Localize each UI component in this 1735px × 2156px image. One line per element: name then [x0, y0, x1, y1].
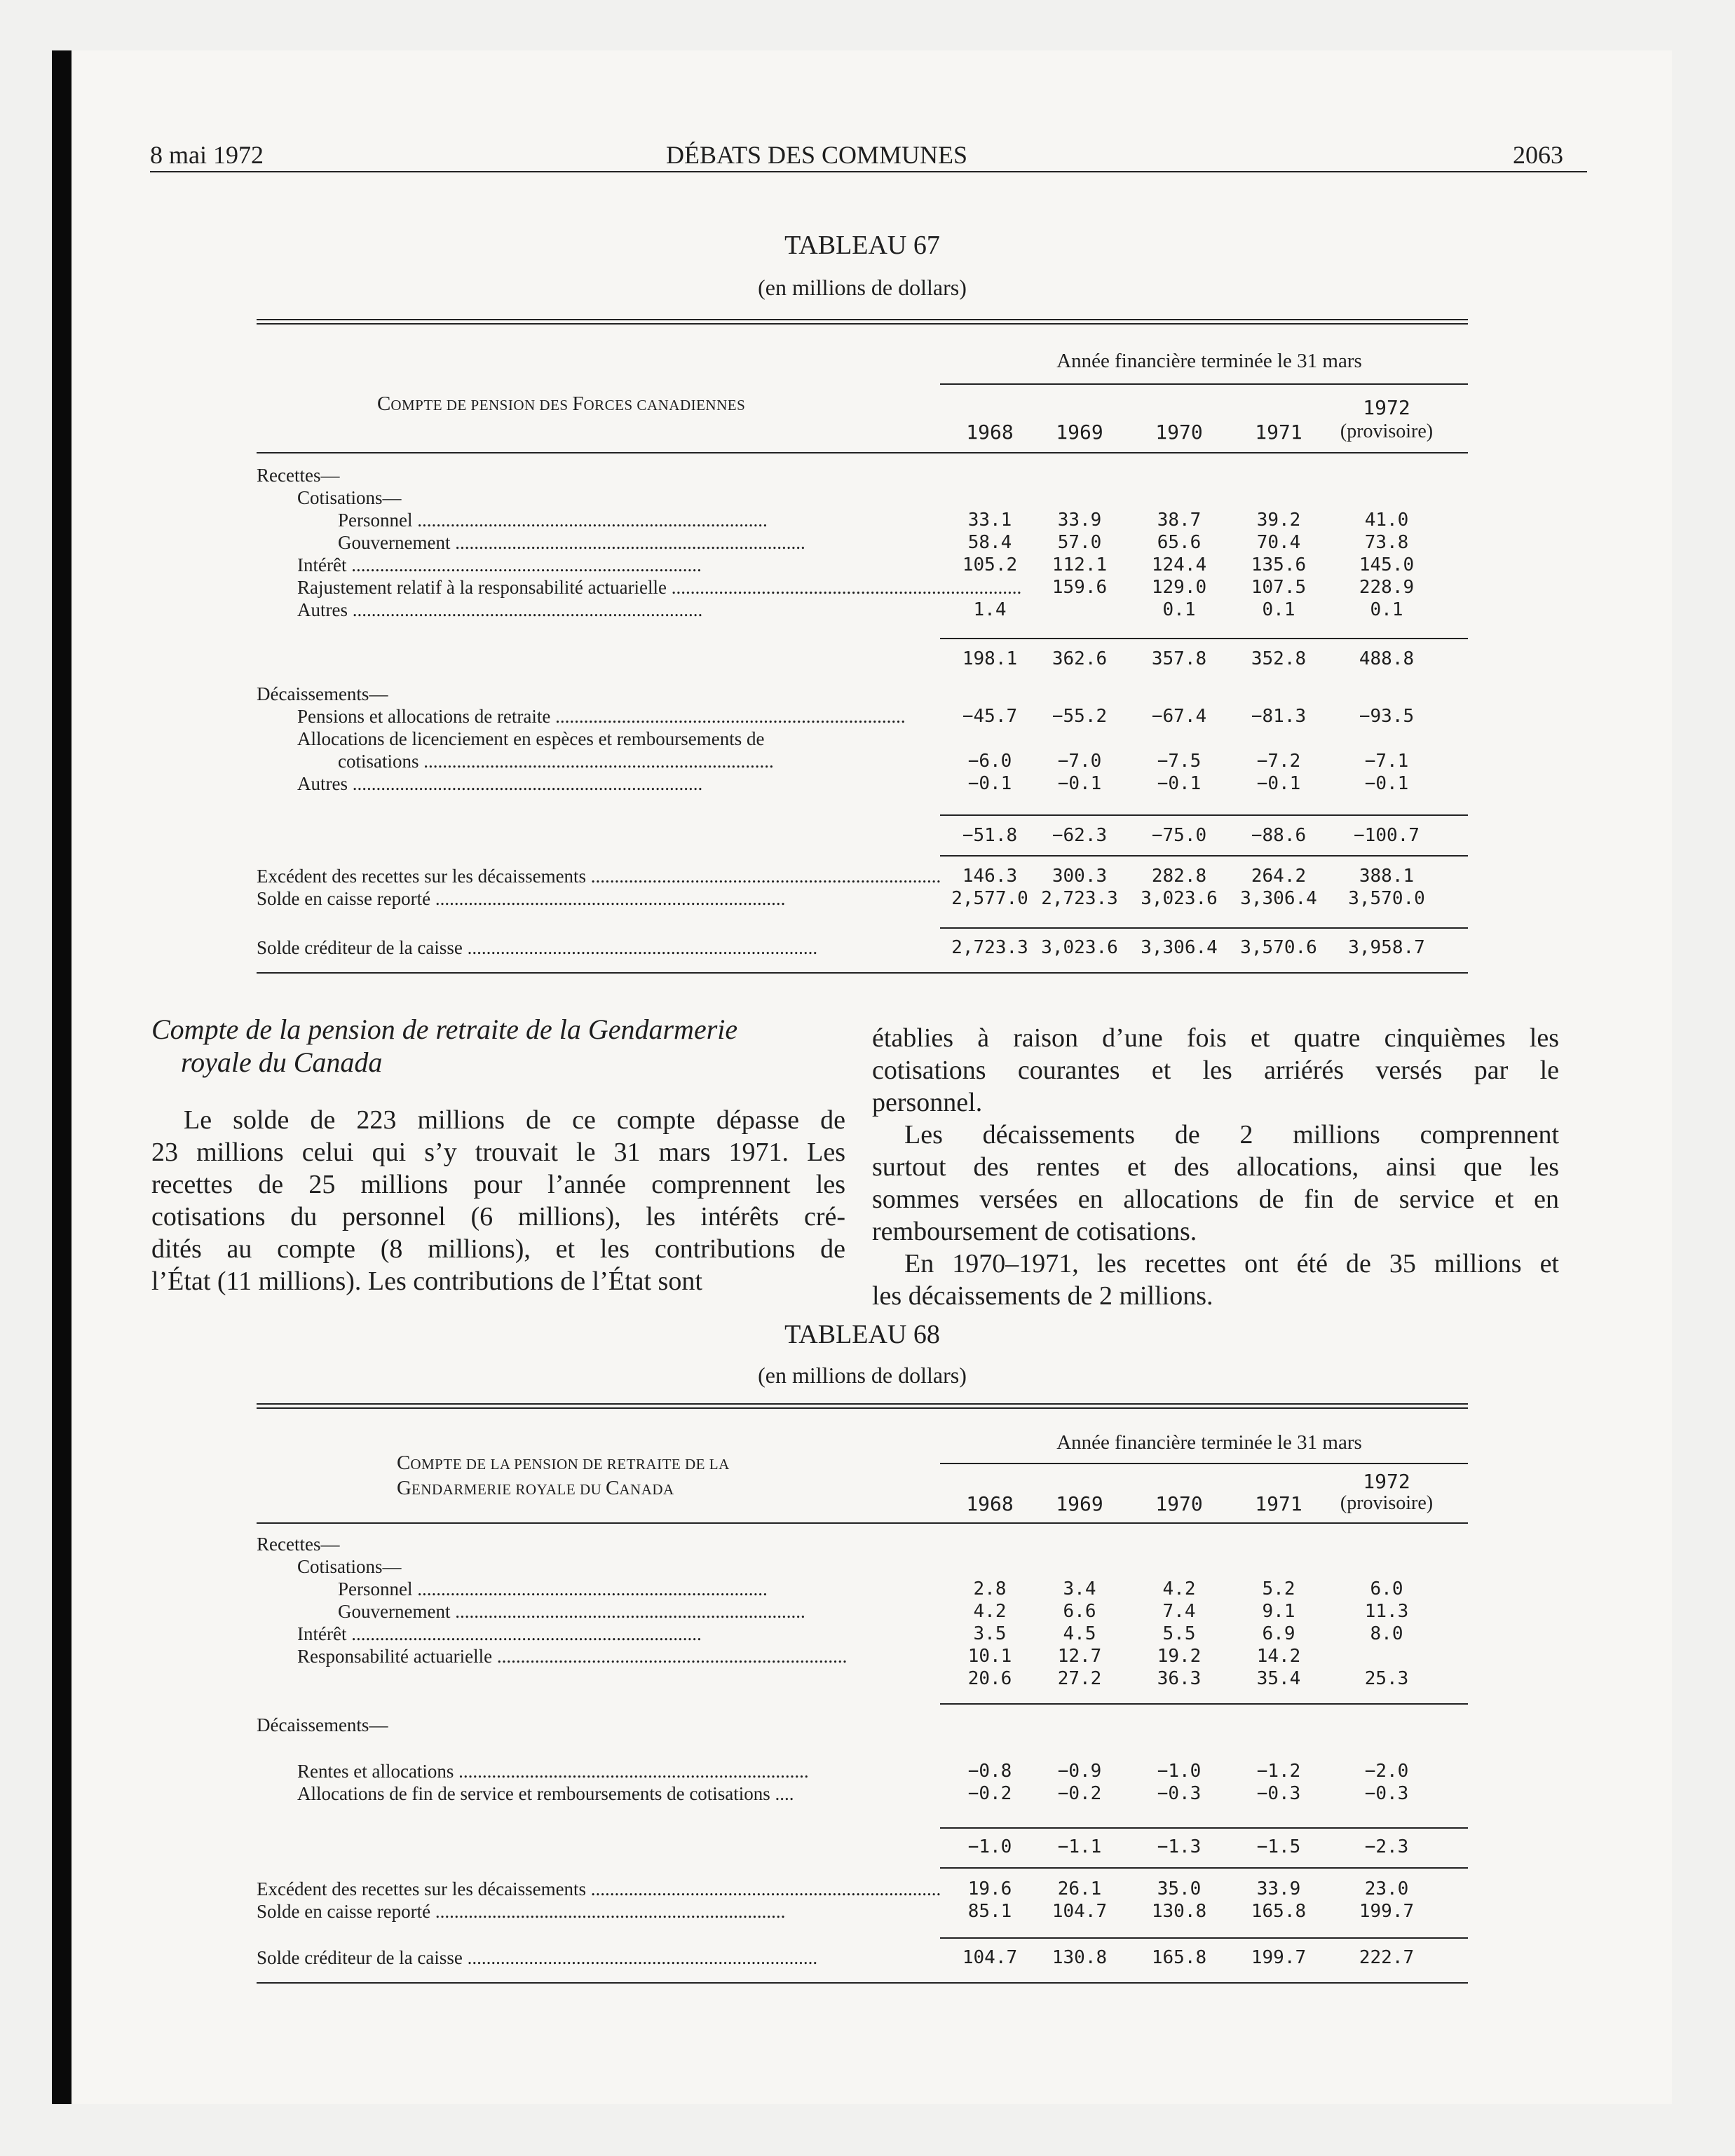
paragraph-line: les décaissements de 2 millions.: [872, 1281, 1213, 1311]
cell-1969: −0.1: [1057, 773, 1102, 794]
row-label: Allocations de fin de service et remboursements de cotisations ....: [297, 1783, 794, 1804]
table67-column-group-heading: Année financière terminée le 31 mars: [1056, 350, 1362, 372]
cell-1969: 3.4: [1063, 1578, 1096, 1599]
row-label: Personnel ..........................................................................: [338, 510, 768, 531]
row-label: Pensions et allocations de retraite ..........................................................................: [297, 706, 906, 727]
cell-1972: 6.0: [1370, 1578, 1403, 1599]
cell-1971: −81.3: [1251, 706, 1307, 727]
row-label: Rajustement relatif à la responsabilité actuarielle ..........................................................................: [297, 577, 1022, 598]
cell-1969: 6.6: [1063, 1601, 1096, 1622]
cell-1968: −0.8: [967, 1761, 1012, 1782]
cell-1971: −7.2: [1256, 751, 1301, 772]
cell-1971: −88.6: [1251, 825, 1307, 846]
cell-1972: −2.0: [1364, 1761, 1409, 1782]
table68-receipts-total-rule: [940, 1703, 1468, 1705]
cell-1971: 3,570.6: [1240, 937, 1317, 958]
row-label: Personnel ..........................................................................: [338, 1578, 768, 1599]
cell-1969: 57.0: [1057, 532, 1102, 553]
cell-1970: 65.6: [1157, 532, 1202, 553]
cell-1970: 4.2: [1162, 1578, 1196, 1599]
cell-1969: 112.1: [1052, 554, 1108, 575]
cell-1968: 4.2: [973, 1601, 1007, 1622]
cell-1972: 3,958.7: [1348, 937, 1425, 958]
paragraph-line: établies à raison d’une fois et quatre cinquièmes les: [872, 1023, 1559, 1053]
table68-col-1972: 1972: [1363, 1470, 1410, 1493]
cell-1970: 36.3: [1157, 1668, 1202, 1689]
cell-1969: 104.7: [1052, 1901, 1108, 1922]
cell-1971: −1.2: [1256, 1761, 1301, 1782]
paragraph-line: surtout des rentes et des allocations, ainsi que les: [872, 1152, 1559, 1182]
cell-1970: −7.5: [1157, 751, 1202, 772]
cell-1972: −2.3: [1364, 1836, 1409, 1857]
cell-1970: 0.1: [1162, 599, 1196, 620]
cell-1968: 2,577.0: [951, 888, 1028, 909]
cell-1969: −0.9: [1057, 1761, 1102, 1782]
cell-1970: 3,306.4: [1141, 937, 1218, 958]
cell-1972: −100.7: [1354, 825, 1420, 846]
cell-1968: 146.3: [962, 866, 1018, 887]
cell-1972: 145.0: [1359, 554, 1415, 575]
cell-1972: 222.7: [1359, 1947, 1415, 1968]
cell-1971: 199.7: [1251, 1947, 1307, 1968]
cell-1971: 264.2: [1251, 866, 1307, 887]
table68-balance-rule: [940, 1937, 1468, 1939]
section-left-column: [151, 1104, 845, 1297]
row-label: Allocations de licenciement en espèces et remboursements de: [297, 728, 765, 749]
row-label: Solde créditeur de la caisse ..........................................................................: [257, 1947, 818, 1968]
paragraph-line: Le solde de 223 millions de ce compte dépasse de: [184, 1105, 845, 1135]
table68-title: TABLEAU 68: [784, 1320, 940, 1349]
cell-1971: 39.2: [1256, 510, 1301, 531]
table67-col-1968: 1968: [966, 421, 1014, 444]
paragraph-line: l’État (11 millions). Les contributions de l’État sont: [151, 1267, 702, 1296]
cell-1972: −0.3: [1364, 1783, 1409, 1804]
row-label: Excédent des recettes sur les décaissements ..........................................................................: [257, 866, 941, 887]
cell-1971: 70.4: [1256, 532, 1301, 553]
row-label: Décaissements—: [257, 1714, 388, 1735]
cell-1970: 19.2: [1157, 1646, 1202, 1667]
table68-col-1969: 1969: [1056, 1492, 1103, 1515]
cell-1971: 352.8: [1251, 648, 1307, 669]
cell-1969: 3,023.6: [1041, 937, 1118, 958]
cell-1969: 12.7: [1057, 1646, 1102, 1667]
table67-disbursements-total-rule: [940, 814, 1468, 816]
paragraph-line: En 1970–1971, les recettes ont été de 35 millions et: [904, 1249, 1559, 1278]
table67-col-provisional: (provisoire): [1340, 421, 1434, 442]
cell-1972: 11.3: [1364, 1601, 1409, 1622]
table67-column-group-rule: [940, 383, 1468, 385]
cell-1972: 8.0: [1370, 1623, 1403, 1644]
header-rule: [150, 171, 1587, 172]
cell-1968: −6.0: [967, 751, 1012, 772]
paragraph-line: Les décaissements de 2 millions comprennent: [904, 1120, 1559, 1149]
cell-1971: 9.1: [1262, 1601, 1295, 1622]
cell-1969: −0.2: [1057, 1783, 1102, 1804]
cell-1970: −1.0: [1157, 1761, 1202, 1782]
cell-1968: −0.2: [967, 1783, 1012, 1804]
cell-1972: −0.1: [1364, 773, 1409, 794]
cell-1970: 129.0: [1151, 577, 1207, 598]
cell-1968: 3.5: [973, 1623, 1007, 1644]
table67-account-heading: COMPTE DE PENSION DES FORCES CANADIENNES: [377, 393, 746, 415]
row-label: cotisations ..........................................................................: [338, 751, 774, 772]
paragraph-line: 23 millions celui qui s’y trouvait le 31 mars 1971. Les: [151, 1138, 845, 1167]
row-label: Recettes—: [257, 1534, 340, 1555]
table67-col-1972: 1972: [1363, 396, 1410, 419]
cell-1972: −7.1: [1364, 751, 1409, 772]
cell-1970: 130.8: [1151, 1901, 1207, 1922]
table67-col-1969: 1969: [1056, 421, 1103, 444]
row-label: Décaissements—: [257, 683, 388, 704]
table67-col-1971: 1971: [1255, 421, 1302, 444]
table68-bottom-rule: [257, 1982, 1468, 1984]
cell-1968: 2.8: [973, 1578, 1007, 1599]
cell-1972: 73.8: [1364, 532, 1409, 553]
table68-column-group-heading: Année financière terminée le 31 mars: [1056, 1431, 1362, 1454]
cell-1968: 1.4: [973, 599, 1007, 620]
row-label: Rentes et allocations ..........................................................................: [297, 1761, 809, 1782]
row-label: Gouvernement ..........................................................................: [338, 532, 805, 553]
cell-1970: −1.3: [1157, 1836, 1202, 1857]
cell-1969: 27.2: [1057, 1668, 1102, 1689]
cell-1971: 165.8: [1251, 1901, 1307, 1922]
table68-col-1971: 1971: [1255, 1492, 1302, 1515]
table67-col-1970: 1970: [1155, 421, 1203, 444]
row-label: Intérêt ..........................................................................: [297, 1623, 702, 1644]
table67-subtitle: (en millions de dollars): [758, 275, 967, 300]
cell-1969: −1.1: [1057, 1836, 1102, 1857]
cell-1969: 33.9: [1057, 510, 1102, 531]
cell-1968: 20.6: [967, 1668, 1012, 1689]
paragraph-line: personnel.: [872, 1088, 983, 1117]
table68-net-rule: [940, 1867, 1468, 1869]
paragraph-line: cotisations courantes et les arriérés versés par le: [872, 1056, 1559, 1085]
row-label: Cotisations—: [297, 1556, 402, 1577]
cell-1970: 165.8: [1151, 1947, 1207, 1968]
row-label: Recettes—: [257, 465, 340, 486]
table67-net-rule: [940, 855, 1468, 857]
cell-1971: −0.1: [1256, 773, 1301, 794]
cell-1968: 2,723.3: [951, 937, 1028, 958]
cell-1969: 300.3: [1052, 866, 1108, 887]
cell-1969: 4.5: [1063, 1623, 1096, 1644]
row-label: Solde en caisse reporté ..........................................................................: [257, 888, 786, 909]
cell-1972: 488.8: [1359, 648, 1415, 669]
cell-1968: 19.6: [967, 1878, 1012, 1899]
cell-1969: 130.8: [1052, 1947, 1108, 1968]
cell-1970: −0.3: [1157, 1783, 1202, 1804]
cell-1972: 199.7: [1359, 1901, 1415, 1922]
header-page-number: 2063: [1513, 141, 1563, 169]
cell-1971: 5.2: [1262, 1578, 1295, 1599]
cell-1972: 228.9: [1359, 577, 1415, 598]
cell-1972: 23.0: [1364, 1878, 1409, 1899]
cell-1969: 362.6: [1052, 648, 1108, 669]
section-right-column: [872, 1022, 1559, 1312]
cell-1968: 105.2: [962, 554, 1018, 575]
table68-disbursements-total-rule: [940, 1827, 1468, 1829]
cell-1970: 38.7: [1157, 510, 1202, 531]
cell-1971: 33.9: [1256, 1878, 1301, 1899]
cell-1971: 14.2: [1256, 1646, 1301, 1667]
row-label: Autres ..........................................................................: [297, 773, 703, 794]
cell-1968: −1.0: [967, 1836, 1012, 1857]
cell-1969: 2,723.3: [1041, 888, 1118, 909]
cell-1968: −51.8: [962, 825, 1018, 846]
cell-1969: −7.0: [1057, 751, 1102, 772]
cell-1968: 198.1: [962, 648, 1018, 669]
paragraph-line: cotisations du personnel (6 millions), les intérêts cré-: [151, 1202, 845, 1231]
cell-1971: 107.5: [1251, 577, 1307, 598]
table68-column-group-rule: [940, 1463, 1468, 1464]
cell-1968: 85.1: [967, 1901, 1012, 1922]
cell-1968: 33.1: [967, 510, 1012, 531]
cell-1968: 58.4: [967, 532, 1012, 553]
table67-title: TABLEAU 67: [784, 231, 940, 260]
cell-1970: 3,023.6: [1141, 888, 1218, 909]
paragraph-line: recettes de 25 millions pour l’année comprennent les: [151, 1170, 845, 1199]
cell-1971: 35.4: [1256, 1668, 1301, 1689]
table67: [257, 319, 1468, 985]
cell-1970: 35.0: [1157, 1878, 1202, 1899]
cell-1970: −0.1: [1157, 773, 1202, 794]
table67-top-rule: [257, 319, 1468, 325]
table68-col-provisional: (provisoire): [1340, 1492, 1434, 1514]
row-label: Solde créditeur de la caisse ..........................................................................: [257, 937, 818, 958]
row-label: Gouvernement ..........................................................................: [338, 1601, 805, 1622]
cell-1970: 5.5: [1162, 1623, 1196, 1644]
cell-1972: 0.1: [1370, 599, 1403, 620]
table67-balance-rule: [940, 927, 1468, 929]
cell-1969: 26.1: [1057, 1878, 1102, 1899]
cell-1971: 6.9: [1262, 1623, 1295, 1644]
table67-receipts-total-rule: [940, 638, 1468, 639]
cell-1969: −55.2: [1052, 706, 1108, 727]
cell-1968: 104.7: [962, 1947, 1018, 1968]
header-title: DÉBATS DES COMMUNES: [666, 141, 968, 169]
row-label: Solde en caisse reporté ..........................................................................: [257, 1901, 786, 1922]
table68: [257, 1403, 1468, 1992]
cell-1968: −45.7: [962, 706, 1018, 727]
table68-subtitle: (en millions de dollars): [758, 1363, 967, 1388]
row-label: Cotisations—: [297, 487, 402, 508]
cell-1970: 124.4: [1151, 554, 1207, 575]
cell-1969: −62.3: [1052, 825, 1108, 846]
paragraph-line: sommes versées en allocations de fin de service et en: [872, 1185, 1559, 1214]
cell-1970: −67.4: [1151, 706, 1207, 727]
cell-1970: 7.4: [1162, 1601, 1196, 1622]
cell-1969: 159.6: [1052, 577, 1108, 598]
table67-header-rule: [257, 452, 1468, 453]
cell-1972: 3,570.0: [1348, 888, 1425, 909]
row-label: Intérêt ..........................................................................: [297, 554, 702, 575]
paragraph-line: remboursement de cotisations.: [872, 1217, 1197, 1246]
table68-account-heading: COMPTE DE LA PENSION DE RETRAITE DE LA GENDARMERIE ROYALE DU CANADA: [397, 1452, 730, 1499]
paragraph-line: dités au compte (8 millions), et les contributions de: [151, 1234, 845, 1264]
table68-top-rule: [257, 1403, 1468, 1409]
section-title-line-1: Compte de la pension de retraite de la Gendarmerie: [151, 1014, 738, 1045]
row-label: Autres ..........................................................................: [297, 599, 703, 620]
cell-1971: 3,306.4: [1240, 888, 1317, 909]
cell-1972: 25.3: [1364, 1668, 1409, 1689]
cell-1971: −0.3: [1256, 1783, 1301, 1804]
cell-1971: 0.1: [1262, 599, 1295, 620]
table68-col-1970: 1970: [1155, 1492, 1203, 1515]
cell-1971: −1.5: [1256, 1836, 1301, 1857]
cell-1971: 135.6: [1251, 554, 1307, 575]
cell-1972: 41.0: [1364, 510, 1409, 531]
table68-col-1968: 1968: [966, 1492, 1014, 1515]
cell-1970: 357.8: [1151, 648, 1207, 669]
cell-1970: 282.8: [1151, 866, 1207, 887]
cell-1968: −0.1: [967, 773, 1012, 794]
header-date: 8 mai 1972: [150, 141, 264, 169]
row-label: Responsabilité actuarielle ..........................................................................: [297, 1646, 848, 1667]
row-label: Excédent des recettes sur les décaissements ..........................................................................: [257, 1878, 941, 1899]
cell-1972: 388.1: [1359, 866, 1415, 887]
cell-1970: −75.0: [1151, 825, 1207, 846]
table68-header-rule: [257, 1522, 1468, 1524]
table67-bottom-rule: [257, 972, 1468, 974]
section-title-line-2: royale du Canada: [181, 1046, 383, 1078]
scan-edge-bar: [52, 50, 72, 2104]
cell-1972: −93.5: [1359, 706, 1415, 727]
cell-1968: 10.1: [967, 1646, 1012, 1667]
